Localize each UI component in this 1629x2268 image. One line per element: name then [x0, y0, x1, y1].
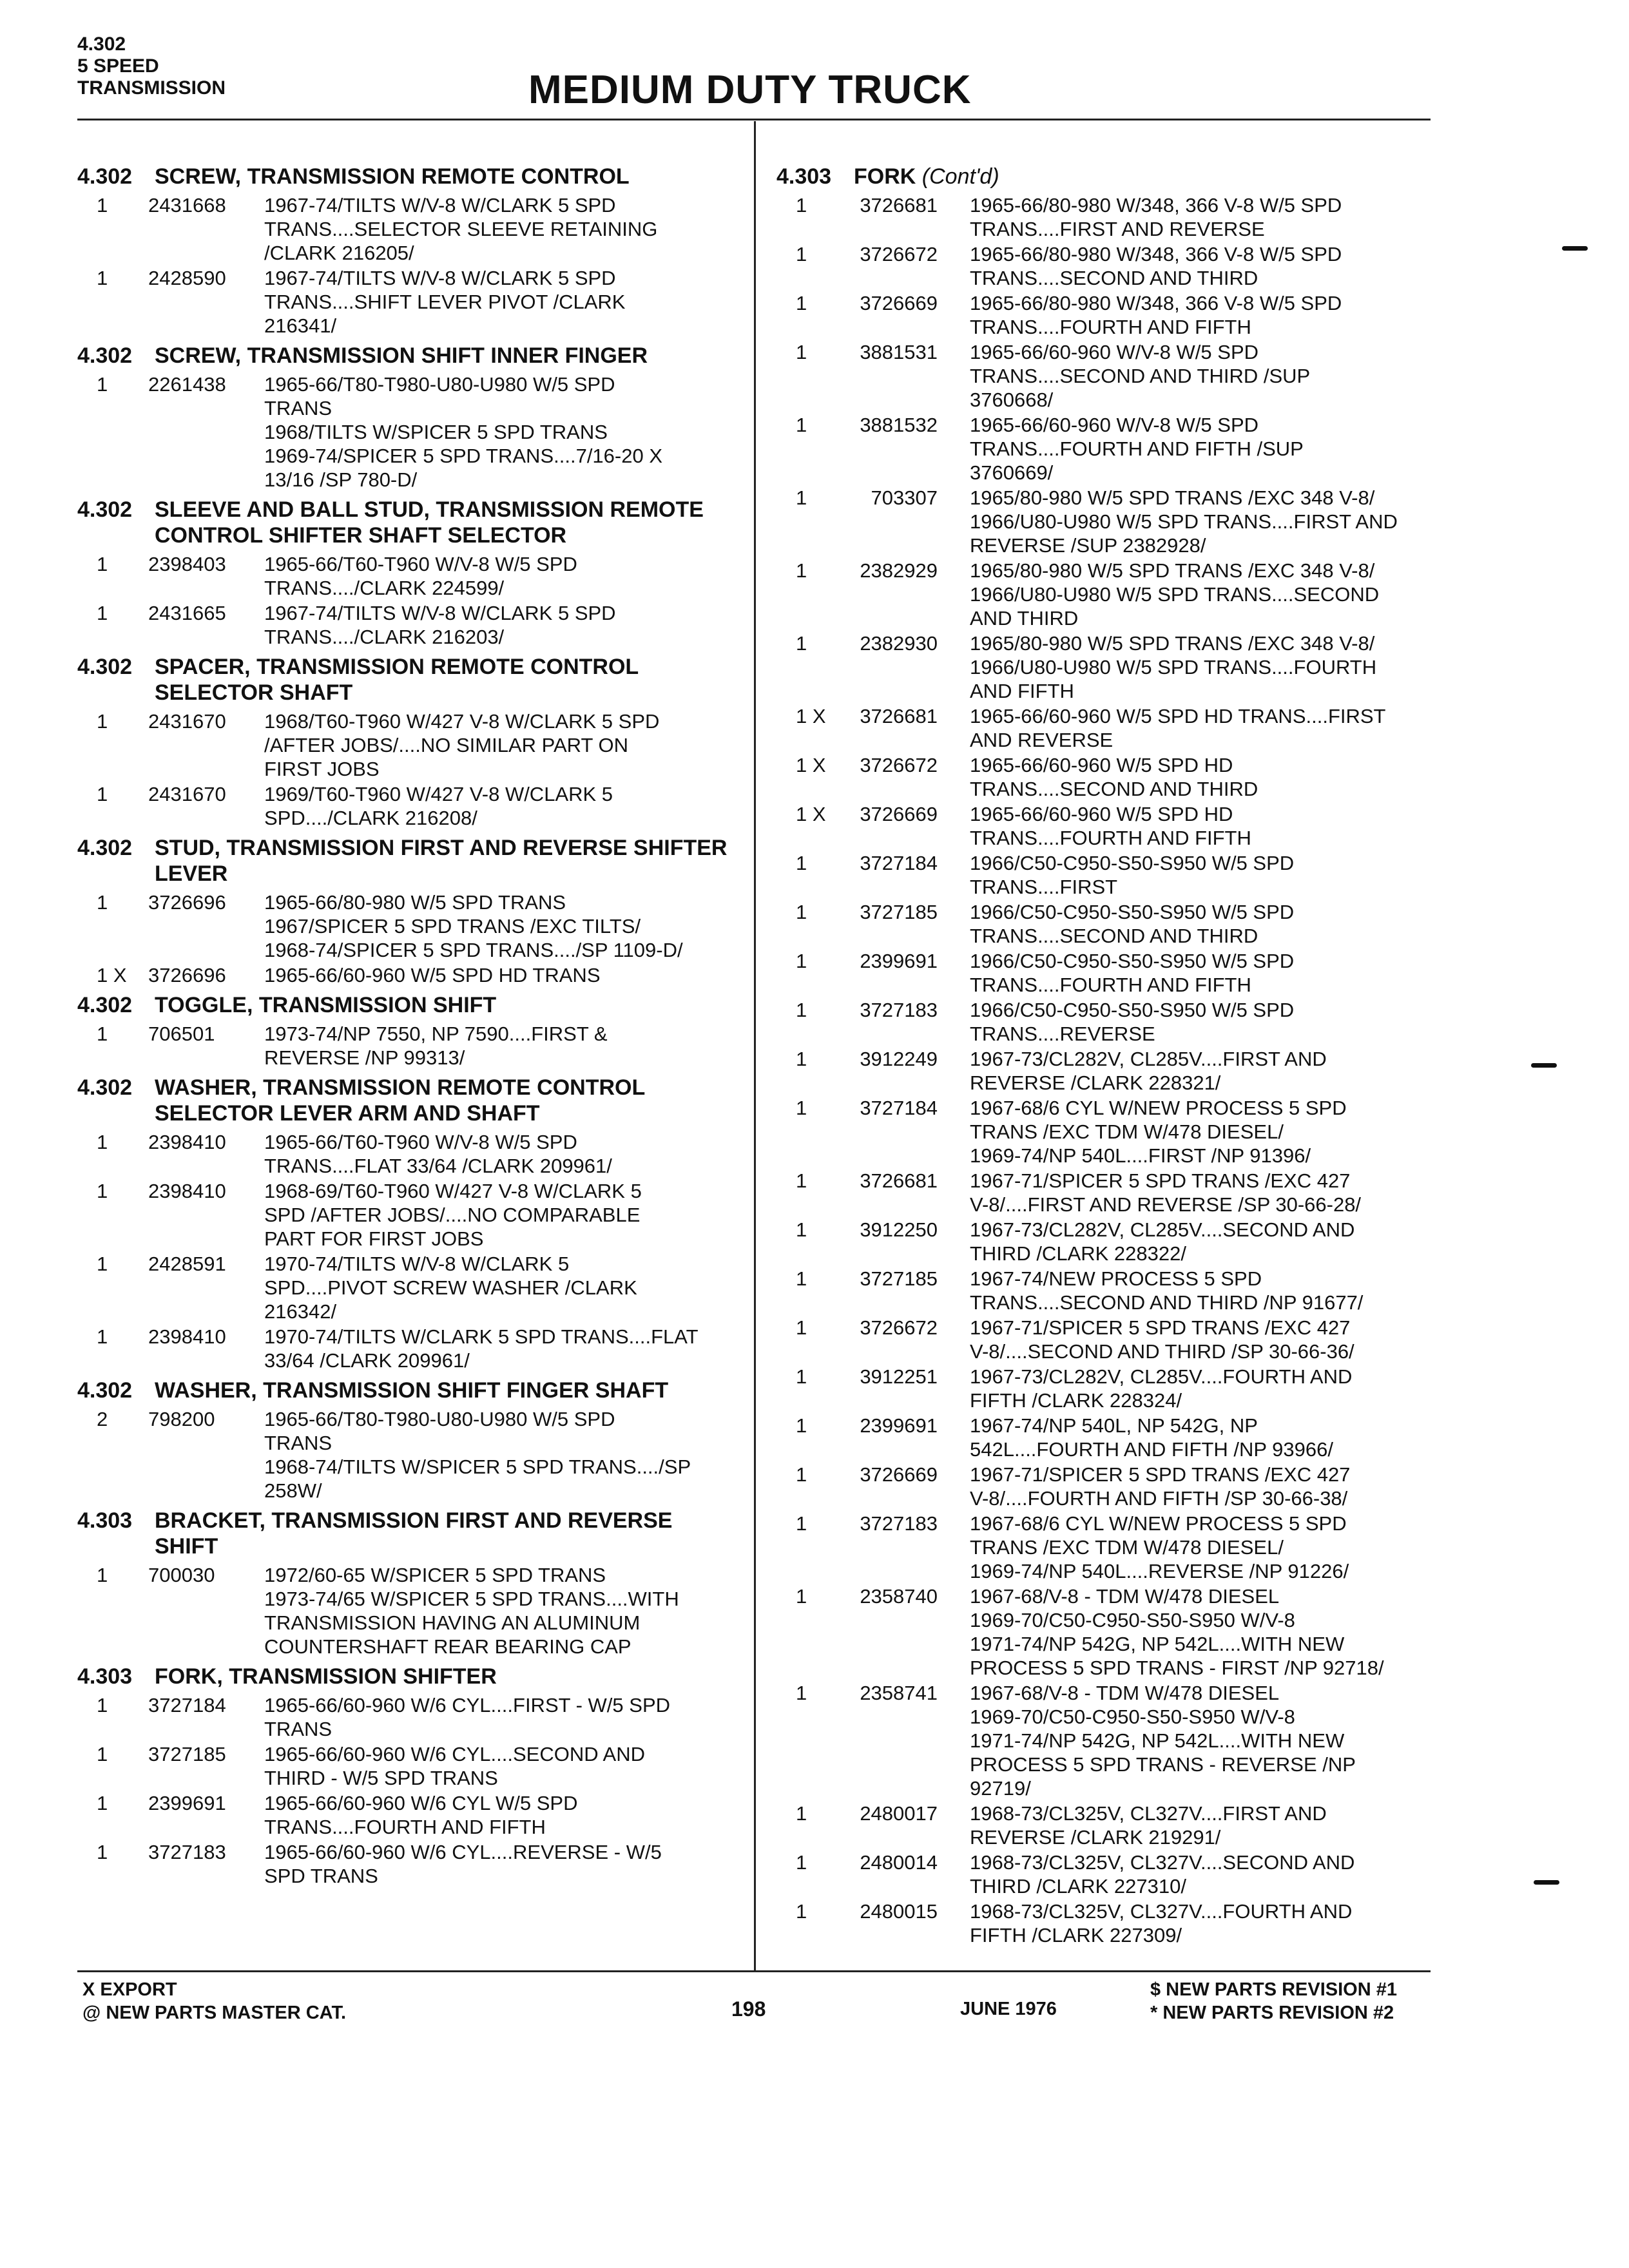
column-divider	[754, 121, 756, 1970]
part-description: 1966/C50-C950-S50-S950 W/5 SPD TRANS....FOURTH AND FIFTH	[970, 950, 1295, 996]
header-line2: 5 SPEED	[77, 55, 159, 77]
left-column	[77, 159, 735, 1889]
section-title	[155, 164, 732, 189]
part-row	[77, 1407, 735, 1503]
part-description: 1968/T60-T960 W/427 V-8 W/CLARK 5 SPD /AFTER JOBS/....NO SIMILAR PART ON FIRST JOBS	[264, 710, 660, 780]
part-number: 3726681	[860, 1169, 938, 1192]
part-number: 3726669	[860, 803, 938, 825]
part-quantity: 1	[796, 341, 807, 363]
part-row	[776, 242, 1431, 290]
part-row	[776, 1218, 1431, 1265]
part-quantity: 1	[796, 1097, 807, 1119]
part-quantity: 1	[796, 486, 807, 509]
part-quantity: 1	[796, 243, 807, 265]
part-quantity: 1	[97, 1743, 108, 1765]
part-row	[77, 890, 735, 962]
part-row	[776, 1463, 1431, 1510]
part-number: 2398410	[148, 1131, 226, 1153]
part-quantity: 1 X	[796, 754, 826, 776]
section-continued-label: (Cont'd)	[921, 164, 999, 189]
part-number: 798200	[148, 1408, 215, 1430]
part-quantity: 1	[796, 1365, 807, 1388]
part-row	[77, 552, 735, 600]
part-row	[776, 291, 1431, 339]
part-row	[77, 1563, 735, 1658]
part-description: 1965/80-980 W/5 SPD TRANS /EXC 348 V-8/ 1966/U80-U980 W/5 SPD TRANS....SECOND AND THIRD	[970, 559, 1380, 629]
part-quantity: 1	[97, 1564, 108, 1586]
part-quantity: 1	[97, 1694, 108, 1716]
part-number: 3912250	[860, 1218, 938, 1241]
part-quantity: 1	[97, 602, 108, 624]
part-quantity: 1	[796, 901, 807, 923]
part-quantity: 1	[796, 559, 807, 582]
part-description: 1967-68/V-8 - TDM W/478 DIESEL 1969-70/C50-C950-S50-S950 W/V-8 1971-74/NP 542G, NP 542L....WITH NEW PROCESS 5 SPD TRANS - FIRST /NP 92718/	[970, 1585, 1384, 1679]
part-description: 1965-66/60-960 W/V-8 W/5 SPD TRANS....FOURTH AND FIFTH /SUP 3760669/	[970, 414, 1304, 484]
part-row	[776, 900, 1431, 948]
part-quantity: 1	[97, 1131, 108, 1153]
footer-divider	[77, 1970, 1431, 1972]
part-number: 3727185	[860, 1267, 938, 1290]
section-heading	[77, 654, 735, 706]
footer-notes-left	[82, 1978, 346, 2024]
footer-revision-1: $ NEW PARTS REVISION #1	[1150, 1979, 1397, 2000]
part-description: 1965/80-980 W/5 SPD TRANS /EXC 348 V-8/ 1966/U80-U980 W/5 SPD TRANS....FIRST AND REVERSE /SUP 2382928/	[970, 486, 1398, 557]
part-description: 1965-66/60-960 W/6 CYL....SECOND AND THIRD - W/5 SPD TRANS	[264, 1743, 645, 1789]
section-title	[155, 654, 732, 706]
section-number: 4.302	[77, 1075, 133, 1100]
part-number: 2399691	[860, 1414, 938, 1437]
margin-mark	[1562, 246, 1588, 251]
part-row	[776, 1802, 1431, 1849]
part-row	[776, 1899, 1431, 1947]
part-quantity: 1	[97, 553, 108, 575]
part-description: 1965-66/60-960 W/5 SPD HD TRANS....FOURTH AND FIFTH	[970, 803, 1251, 849]
part-description: 1965-66/T80-T980-U80-U980 W/5 SPD TRANS 1968-74/TILTS W/SPICER 5 SPD TRANS..../SP 258W/	[264, 1408, 691, 1502]
part-quantity: 1	[796, 1802, 807, 1825]
part-description: 1968-69/T60-T960 W/427 V-8 W/CLARK 5 SPD /AFTER JOBS/....NO COMPARABLE PART FOR FIRST JOBS	[264, 1180, 642, 1250]
part-description: 1973-74/NP 7550, NP 7590....FIRST & REVERSE /NP 99313/	[264, 1023, 608, 1069]
part-number: 2480017	[860, 1802, 938, 1825]
part-row	[776, 340, 1431, 412]
part-quantity: 1	[97, 1253, 108, 1275]
part-description: 1967-74/NP 540L, NP 542G, NP 542L....FOURTH AND FIFTH /NP 93966/	[970, 1414, 1333, 1461]
part-description: 1965-66/60-960 W/5 SPD HD TRANS....SECOND AND THIRD	[970, 754, 1258, 800]
section-title-text: SCREW, TRANSMISSION REMOTE CONTROL	[155, 164, 630, 189]
page-number: 198	[731, 1997, 766, 2021]
part-row	[77, 193, 735, 265]
part-quantity: 1 X	[796, 705, 826, 727]
section-title-text: TOGGLE, TRANSMISSION SHIFT	[155, 993, 497, 1017]
section-heading	[77, 835, 735, 887]
footer-revision-2: * NEW PARTS REVISION #2	[1150, 2003, 1394, 2023]
part-number: 2382929	[860, 559, 938, 582]
section-number: 4.303	[776, 164, 832, 189]
part-row	[776, 559, 1431, 630]
part-description: 1967-74/TILTS W/V-8 W/CLARK 5 SPD TRANS....SHIFT LEVER PIVOT /CLARK 216341/	[264, 267, 626, 337]
section-title-text: BRACKET, TRANSMISSION FIRST AND REVERSE SHIFT	[155, 1508, 673, 1559]
section-number: 4.302	[77, 164, 133, 189]
footer-export-note: X EXPORT	[82, 1979, 177, 2000]
part-row	[776, 413, 1431, 485]
part-row	[776, 486, 1431, 557]
part-description: 1966/C50-C950-S50-S950 W/5 SPD TRANS....FIRST	[970, 852, 1295, 898]
margin-mark	[1534, 1880, 1559, 1885]
part-number: 3726669	[860, 1463, 938, 1486]
part-quantity: 1	[796, 1316, 807, 1339]
part-row	[776, 704, 1431, 752]
section-title-text: SPACER, TRANSMISSION REMOTE CONTROL SELECTOR SHAFT	[155, 655, 639, 705]
part-number: 3727183	[148, 1841, 226, 1863]
section-title-text: SCREW, TRANSMISSION SHIFT INNER FINGER	[155, 343, 648, 368]
part-row	[776, 1584, 1431, 1680]
part-description: 1966/C50-C950-S50-S950 W/5 SPD TRANS....REVERSE	[970, 999, 1295, 1045]
part-row	[776, 1267, 1431, 1314]
part-description: 1965-66/80-980 W/348, 366 V-8 W/5 SPD TRANS....FIRST AND REVERSE	[970, 194, 1342, 240]
part-quantity: 1	[796, 852, 807, 874]
part-number: 3727185	[148, 1743, 226, 1765]
part-number: 3881532	[860, 414, 938, 436]
part-row	[77, 1252, 735, 1323]
part-number: 3881531	[860, 341, 938, 363]
part-number: 2398410	[148, 1180, 226, 1202]
part-description: 1965-66/60-960 W/V-8 W/5 SPD TRANS....SECOND AND THIRD /SUP 3760668/	[970, 341, 1311, 411]
section-number: 4.302	[77, 497, 133, 522]
part-row	[776, 193, 1431, 241]
part-row	[776, 802, 1431, 850]
section-heading	[77, 1508, 735, 1559]
header-code: 4.302	[77, 34, 126, 55]
section-title-text: FORK	[854, 164, 916, 189]
part-number: 2398410	[148, 1325, 226, 1348]
part-row	[776, 753, 1431, 801]
page-header-code-block	[77, 34, 226, 99]
part-number: 3726672	[860, 243, 938, 265]
footer-master-note: @ NEW PARTS MASTER CAT.	[82, 2003, 347, 2023]
part-number: 3726681	[860, 194, 938, 216]
part-number: 3727184	[860, 1097, 938, 1119]
margin-mark	[1531, 1063, 1557, 1068]
part-row	[77, 963, 735, 987]
part-number: 2480015	[860, 1900, 938, 1923]
part-description: 1965-66/60-960 W/5 SPD HD TRANS....FIRST AND REVERSE	[970, 705, 1386, 751]
part-quantity: 2	[97, 1408, 108, 1430]
part-description: 1965-66/80-980 W/5 SPD TRANS 1967/SPICER 5 SPD TRANS /EXC TILTS/ 1968-74/SPICER 5 SPD TRANS..../SP 1109-D/	[264, 891, 683, 961]
part-description: 1965-66/60-960 W/6 CYL W/5 SPD TRANS....FOURTH AND FIFTH	[264, 1792, 578, 1838]
part-description: 1965-66/60-960 W/6 CYL....REVERSE - W/5 SPD TRANS	[264, 1841, 662, 1887]
section-title-text: FORK, TRANSMISSION SHIFTER	[155, 1664, 497, 1689]
part-number: 3912251	[860, 1365, 938, 1388]
section-title	[155, 835, 732, 887]
part-quantity: 1	[796, 1267, 807, 1290]
part-number: 3727183	[860, 999, 938, 1021]
part-description: 1968-73/CL325V, CL327V....FIRST AND REVERSE /CLARK 219291/	[970, 1802, 1327, 1849]
section-title-text: SLEEVE AND BALL STUD, TRANSMISSION REMOTE CONTROL SHIFTER SHAFT SELECTOR	[155, 497, 704, 548]
section-number: 4.302	[77, 993, 133, 1017]
part-quantity: 1	[796, 292, 807, 314]
part-row	[77, 1325, 735, 1372]
part-description: 1967-71/SPICER 5 SPD TRANS /EXC 427 V-8/....FOURTH AND FIFTH /SP 30-66-38/	[970, 1463, 1351, 1510]
part-row	[77, 709, 735, 781]
part-description: 1967-71/SPICER 5 SPD TRANS /EXC 427 V-8/....SECOND AND THIRD /SP 30-66-36/	[970, 1316, 1354, 1363]
part-row	[77, 1791, 735, 1839]
part-description: 1965-66/T60-T960 W/V-8 W/5 SPD TRANS....FLAT 33/64 /CLARK 209961/	[264, 1131, 612, 1177]
part-row	[776, 851, 1431, 899]
section-heading	[77, 1075, 735, 1126]
part-number: 2358740	[860, 1585, 938, 1608]
part-row	[776, 949, 1431, 997]
part-number: 2261438	[148, 373, 226, 396]
part-quantity: 1 X	[97, 964, 127, 986]
part-row	[77, 782, 735, 830]
part-description: 1967-74/NEW PROCESS 5 SPD TRANS....SECOND AND THIRD /NP 91677/	[970, 1267, 1364, 1314]
part-number: 3726696	[148, 891, 226, 914]
part-quantity: 1	[796, 414, 807, 436]
section-title	[155, 1075, 732, 1126]
part-quantity: 1	[796, 194, 807, 216]
section-number: 4.303	[77, 1664, 133, 1689]
part-quantity: 1	[97, 1841, 108, 1863]
part-quantity: 1	[796, 1585, 807, 1608]
part-row	[776, 1169, 1431, 1216]
part-quantity: 1	[97, 783, 108, 805]
part-quantity: 1	[796, 1682, 807, 1704]
part-quantity: 1	[796, 632, 807, 655]
header-line3: TRANSMISSION	[77, 77, 226, 99]
part-row	[776, 1681, 1431, 1800]
part-number: 2399691	[148, 1792, 226, 1814]
part-number: 2431668	[148, 194, 226, 216]
part-description: 1965-66/T60-T960 W/V-8 W/5 SPD TRANS..../CLARK 224599/	[264, 553, 577, 599]
part-quantity: 1	[796, 1414, 807, 1437]
section-number: 4.302	[77, 1378, 133, 1403]
right-column	[776, 159, 1431, 1948]
section-heading	[77, 497, 735, 548]
part-number: 3727185	[860, 901, 938, 923]
part-description: 1965-66/80-980 W/348, 366 V-8 W/5 SPD TRANS....FOURTH AND FIFTH	[970, 292, 1342, 338]
part-number: 2399691	[860, 950, 938, 972]
part-description: 1967-71/SPICER 5 SPD TRANS /EXC 427 V-8/....FIRST AND REVERSE /SP 30-66-28/	[970, 1169, 1362, 1216]
part-description: 1970-74/TILTS W/CLARK 5 SPD TRANS....FLAT 33/64 /CLARK 209961/	[264, 1325, 699, 1372]
page-title: MEDIUM DUTY TRUCK	[528, 68, 972, 112]
part-quantity: 1	[97, 373, 108, 396]
part-description: 1967-73/CL282V, CL285V....SECOND AND THIRD /CLARK 228322/	[970, 1218, 1355, 1265]
section-number: 4.303	[77, 1508, 133, 1533]
part-quantity: 1	[796, 1048, 807, 1070]
part-number: 2431665	[148, 602, 226, 624]
part-description: 1965-66/60-960 W/6 CYL....FIRST - W/5 SPD TRANS	[264, 1694, 671, 1740]
section-title	[155, 343, 732, 369]
header-divider	[77, 119, 1431, 120]
part-row	[776, 1414, 1431, 1461]
section-title	[854, 164, 1428, 189]
part-number: 3912249	[860, 1048, 938, 1070]
section-number: 4.302	[77, 836, 133, 860]
part-description: 1969/T60-T960 W/427 V-8 W/CLARK 5 SPD..../CLARK 216208/	[264, 783, 613, 829]
part-number: 700030	[148, 1564, 215, 1586]
section-number: 4.302	[77, 343, 133, 368]
part-number: 3726672	[860, 754, 938, 776]
part-number: 2428590	[148, 267, 226, 289]
part-description: 1972/60-65 W/SPICER 5 SPD TRANS 1973-74/65 W/SPICER 5 SPD TRANS....WITH TRANSMISSION HAVING AN ALUMINUM COUNTERSHAFT REAR BEARING CAP	[264, 1564, 679, 1658]
part-row	[776, 631, 1431, 703]
part-description: 1967-68/6 CYL W/NEW PROCESS 5 SPD TRANS /EXC TDM W/478 DIESEL/ 1969-74/NP 540L....REVERSE /NP 91226/	[970, 1512, 1349, 1582]
part-description: 1970-74/TILTS W/V-8 W/CLARK 5 SPD....PIVOT SCREW WASHER /CLARK 216342/	[264, 1253, 637, 1323]
section-heading	[77, 1664, 735, 1689]
part-quantity: 1	[97, 710, 108, 733]
section-heading	[776, 164, 1431, 189]
part-number: 2382930	[860, 632, 938, 655]
section-title-text: WASHER, TRANSMISSION REMOTE CONTROL SELECTOR LEVER ARM AND SHAFT	[155, 1075, 645, 1126]
part-row	[77, 1022, 735, 1070]
section-title	[155, 497, 732, 548]
part-row	[776, 1316, 1431, 1363]
part-quantity: 1	[97, 1180, 108, 1202]
part-number: 2398403	[148, 553, 226, 575]
part-number: 3726669	[860, 292, 938, 314]
part-quantity: 1	[796, 1169, 807, 1192]
part-quantity: 1	[97, 1023, 108, 1045]
part-row	[77, 1130, 735, 1178]
part-description: 1967-73/CL282V, CL285V....FOURTH AND FIFTH /CLARK 228324/	[970, 1365, 1353, 1412]
section-number: 4.302	[77, 655, 133, 679]
section-title	[155, 1378, 732, 1403]
part-number: 2358741	[860, 1682, 938, 1704]
part-quantity: 1	[97, 1792, 108, 1814]
part-quantity: 1	[796, 1900, 807, 1923]
part-quantity: 1	[796, 1512, 807, 1535]
part-description: 1966/C50-C950-S50-S950 W/5 SPD TRANS....SECOND AND THIRD	[970, 901, 1295, 947]
part-description: 1967-68/6 CYL W/NEW PROCESS 5 SPD TRANS /EXC TDM W/478 DIESEL/ 1969-74/NP 540L....FIRST /NP 91396/	[970, 1097, 1347, 1167]
part-quantity: 1	[796, 1218, 807, 1241]
section-heading	[77, 343, 735, 369]
part-description: 1965-66/60-960 W/5 SPD HD TRANS	[264, 964, 601, 986]
part-description: 1967-73/CL282V, CL285V....FIRST AND REVERSE /CLARK 228321/	[970, 1048, 1327, 1094]
part-description: 1965-66/80-980 W/348, 366 V-8 W/5 SPD TRANS....SECOND AND THIRD	[970, 243, 1342, 289]
part-description: 1968-73/CL325V, CL327V....FOURTH AND FIFTH /CLARK 227309/	[970, 1900, 1353, 1946]
part-description: 1967-74/TILTS W/V-8 W/CLARK 5 SPD TRANS..../CLARK 216203/	[264, 602, 616, 648]
part-row	[77, 1742, 735, 1790]
part-row	[776, 998, 1431, 1046]
part-number: 3727183	[860, 1512, 938, 1535]
part-row	[77, 1179, 735, 1251]
part-row	[776, 1512, 1431, 1583]
footer-notes-right	[1150, 1978, 1397, 2024]
part-description: 1965/80-980 W/5 SPD TRANS /EXC 348 V-8/ 1966/U80-U980 W/5 SPD TRANS....FOURTH AND FIFTH	[970, 632, 1377, 702]
part-quantity: 1	[796, 999, 807, 1021]
part-row	[776, 1047, 1431, 1095]
part-row	[776, 1365, 1431, 1412]
section-title	[155, 1664, 732, 1689]
part-quantity: 1	[97, 1325, 108, 1348]
publication-date: JUNE 1976	[960, 1999, 1057, 2019]
part-row	[77, 1840, 735, 1888]
part-quantity: 1	[97, 267, 108, 289]
part-description: 1968-73/CL325V, CL327V....SECOND AND THIRD /CLARK 227310/	[970, 1851, 1355, 1898]
part-description: 1965-66/T80-T980-U80-U980 W/5 SPD TRANS 1968/TILTS W/SPICER 5 SPD TRANS 1969-74/SPICER 5 SPD TRANS....7/16-20 X 13/16 /SP 780-D/	[264, 373, 663, 491]
part-number: 2431670	[148, 710, 226, 733]
part-number: 2431670	[148, 783, 226, 805]
part-quantity: 1	[796, 1463, 807, 1486]
section-heading	[77, 992, 735, 1018]
part-quantity: 1	[796, 950, 807, 972]
part-quantity: 1	[796, 1851, 807, 1874]
section-heading	[77, 164, 735, 189]
part-quantity: 1	[97, 194, 108, 216]
part-number: 3726696	[148, 964, 226, 986]
section-heading	[77, 1378, 735, 1403]
section-title-text: WASHER, TRANSMISSION SHIFT FINGER SHAFT	[155, 1378, 669, 1403]
part-description: 1967-74/TILTS W/V-8 W/CLARK 5 SPD TRANS....SELECTOR SLEEVE RETAINING /CLARK 216205/	[264, 194, 658, 264]
part-number: 706501	[148, 1023, 215, 1045]
part-row	[77, 601, 735, 649]
part-number: 2428591	[148, 1253, 226, 1275]
part-number: 3726681	[860, 705, 938, 727]
section-title-text: STUD, TRANSMISSION FIRST AND REVERSE SHIFTER LEVER	[155, 836, 728, 886]
part-quantity: 1	[97, 891, 108, 914]
part-row	[77, 266, 735, 338]
part-number: 703307	[871, 486, 938, 509]
part-row	[77, 1693, 735, 1741]
part-number: 3727184	[860, 852, 938, 874]
part-number: 3726672	[860, 1316, 938, 1339]
section-title	[155, 1508, 732, 1559]
part-quantity: 1 X	[796, 803, 826, 825]
section-title	[155, 992, 732, 1018]
part-number: 2480014	[860, 1851, 938, 1874]
part-description: 1967-68/V-8 - TDM W/478 DIESEL 1969-70/C50-C950-S50-S950 W/V-8 1971-74/NP 542G, NP 542L....WITH NEW PROCESS 5 SPD TRANS - REVERSE /NP 92719/	[970, 1682, 1356, 1800]
part-number: 3727184	[148, 1694, 226, 1716]
part-row	[77, 372, 735, 492]
part-row	[776, 1850, 1431, 1898]
part-row	[776, 1096, 1431, 1168]
